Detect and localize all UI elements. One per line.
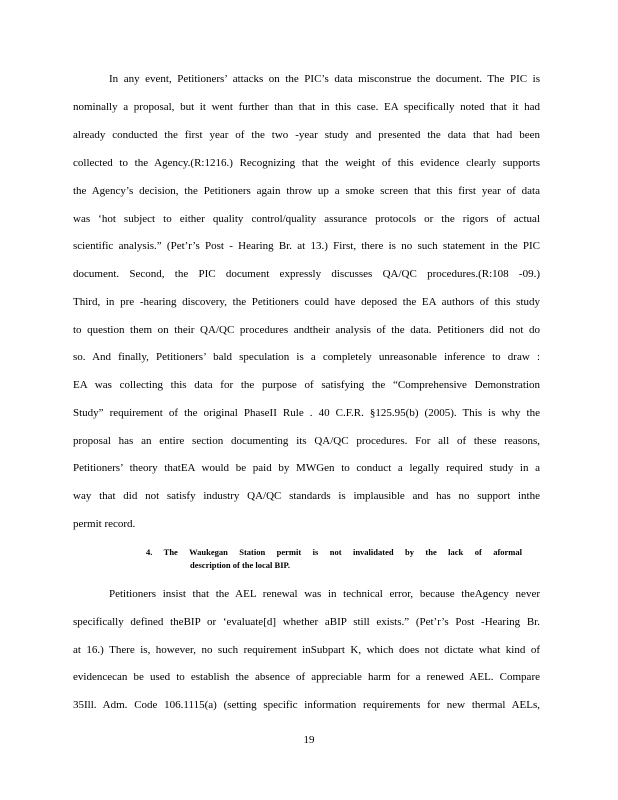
heading-line: description of the local BIP.: [190, 560, 291, 570]
text-line: already conducted the first year of the two -year study and presented the data that had been: [73, 129, 540, 141]
text-line: permit record.: [73, 518, 136, 530]
text-line: at 16.) There is, however, no such requirement inSubpart K, which does not dictate what kind of: [73, 644, 540, 656]
text-line: so. And finally, Petitioners’ bald speculation is a completely unreasonable inference to draw :: [73, 351, 540, 363]
text-line: to question them on their QA/QC procedures andtheir analysis of the data. Petitioners did not do: [73, 324, 540, 336]
text-line: 35Ill. Adm. Code 106.1115(a) (setting specific information requirements for new thermal AELs,: [73, 699, 540, 711]
text-line: Study” requirement of the original PhaseII Rule . 40 C.F.R. §125.95(b) (2005). This is why the: [73, 407, 540, 419]
text-line: was ‘hot subject to either quality control/quality assurance protocols or the rigors of actual: [73, 213, 540, 225]
text-line: Third, in pre -hearing discovery, the Petitioners could have deposed the EA authors of this study: [73, 296, 540, 308]
heading-line: 4. The Waukegan Station permit is not invalidated by the lack of aformal: [146, 547, 522, 557]
text-line: Petitioners insist that the AEL renewal was in technical error, because theAgency never: [109, 588, 540, 600]
text-line: collected to the Agency.(R:1216.) Recognizing that the weight of this evidence clearly supports: [73, 157, 540, 169]
text-line: nominally a proposal, but it went further than that in this case. EA specifically noted that it had: [73, 101, 540, 113]
text-line: In any event, Petitioners’ attacks on the PIC’s data misconstrue the document. The PIC is: [109, 73, 540, 85]
text-line: document. Second, the PIC document expressly discusses QA/QC procedures.(R:108 -09.): [73, 268, 540, 280]
text-line: Petitioners’ theory thatEA would be paid by MWGen to conduct a legally required study in a: [73, 462, 540, 474]
text-line: evidencecan be used to establish the absence of appreciable harm for a renewed AEL. Compare: [73, 671, 540, 683]
text-line: scientific analysis.” (Pet’r’s Post - Hearing Br. at 13.) First, there is no such statement in the PIC: [73, 240, 540, 252]
text-line: the Agency’s decision, the Petitioners again throw up a smoke screen that this first year of data: [73, 185, 540, 197]
text-line: EA was collecting this data for the purpose of satisfying the “Comprehensive Demonstration: [73, 379, 540, 391]
text-line: way that did not satisfy industry QA/QC standards is implausible and has no support inthe: [73, 490, 540, 502]
text-line: proposal has an entire section documenting its QA/QC procedures. For all of these reasons,: [73, 435, 540, 447]
page-number: 19: [303, 734, 315, 746]
text-line: specifically defined theBIP or ‘evaluate[d] whether aBIP still exists.” (Pet’r’s Post -Hearing Br.: [73, 616, 540, 628]
